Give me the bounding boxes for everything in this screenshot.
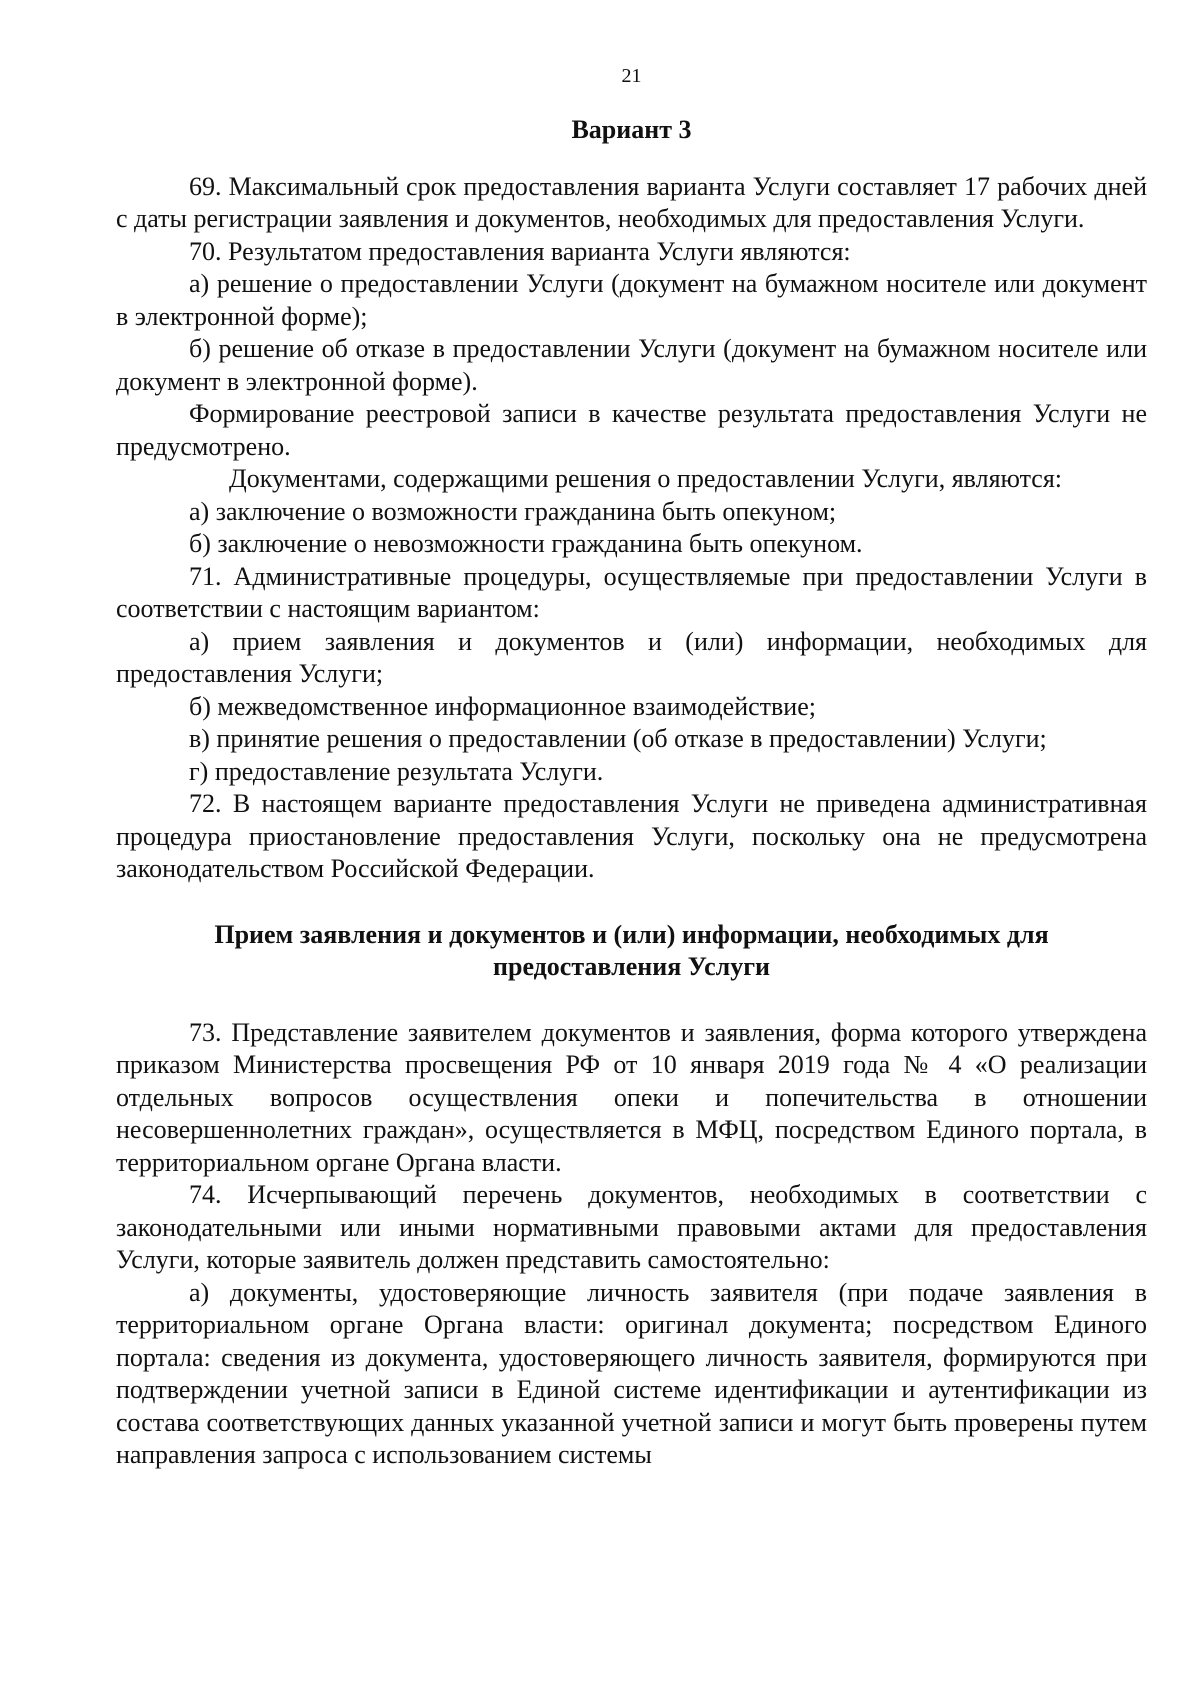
paragraph-70: 70. Результатом предоставления варианта Услуги являются: bbox=[189, 236, 851, 266]
section-heading-line-2: предоставления Услуги bbox=[493, 952, 770, 981]
paragraph-74-a: а) документы, удостоверяющие личность заявителя (при подаче заявления в территориальном органе Органа власти: оригинал документа; посредством Единого портала: сведения из документа, удостоверяющего личность заявителя, формируются при подтверждении учетной записи в Единой системе идентификации и аутентификации из состава соответствующих данных указанной учетной записи и могут быть проверены путем направления запроса с использованием системы bbox=[116, 1277, 1147, 1469]
paragraph-71-a: а) прием заявления и документов и (или) информации, необходимых для предоставления Услуги; bbox=[116, 626, 1147, 688]
section-heading bbox=[116, 919, 1147, 984]
paragraph-71: 71. Административные процедуры, осуществляемые при предоставлении Услуги в соответствии с настоящим вариантом: bbox=[116, 561, 1147, 623]
variant-heading: Вариант 3 bbox=[571, 115, 692, 144]
paragraph-74: 74. Исчерпывающий перечень документов, необходимых в соответствии с законодательными или иными нормативными правовыми актами для предоставления Услуги, которые заявитель должен представить самостоятельно: bbox=[116, 1180, 1147, 1274]
paragraph-73: 73. Представление заявителем документов и заявления, форма которого утверждена приказом Министерства просвещения РФ от 10 января 2019 года № 4 «О реализации отдельных вопросов осуществления опеки и попечительства в отношении несовершеннолетних граждан», осуществляется в МФЦ, посредством Единого портала, в территориальном органе Органа власти. bbox=[116, 1017, 1147, 1177]
paragraph-70-a: а) решение о предоставлении Услуги (документ на бумажном носителе или документ в электронной форме); bbox=[116, 269, 1147, 331]
paragraph-decision-documents: Документами, содержащими решения о предоставлении Услуги, являются: bbox=[229, 464, 1063, 493]
paragraph-71-c: в) принятие решения о предоставлении (об отказе в предоставлении) Услуги; bbox=[189, 724, 1047, 753]
paragraph-registry-record: Формирование реестровой записи в качестве результата предоставления Услуги не предусмотрено. bbox=[116, 399, 1147, 461]
paragraph-72: 72. В настоящем варианте предоставления Услуги не приведена административная процедура приостановление предоставления Услуги, поскольку она не предусмотрена законодательством Российской Федерации. bbox=[116, 789, 1147, 883]
paragraph-70-b: б) решение об отказе в предоставлении Услуги (документ на бумажном носителе или документ в электронной форме). bbox=[116, 334, 1147, 396]
document-page bbox=[116, 64, 1147, 1472]
page-number: 21 bbox=[621, 65, 642, 87]
paragraph-69: 69. Максимальный срок предоставления варианта Услуги составляет 17 рабочих дней с даты регистрации заявления и документов, необходимых для предоставления Услуги. bbox=[116, 171, 1147, 233]
paragraph-decision-a: а) заключение о возможности гражданина быть опекуном; bbox=[189, 496, 837, 526]
paragraph-decision-b: б) заключение о невозможности гражданина быть опекуном. bbox=[189, 529, 863, 558]
paragraph-71-d: г) предоставление результата Услуги. bbox=[189, 756, 604, 786]
paragraph-71-b: б) межведомственное информационное взаимодействие; bbox=[189, 691, 816, 721]
section-heading-line-1: Прием заявления и документов и (или) информации, необходимых для bbox=[214, 919, 1049, 949]
